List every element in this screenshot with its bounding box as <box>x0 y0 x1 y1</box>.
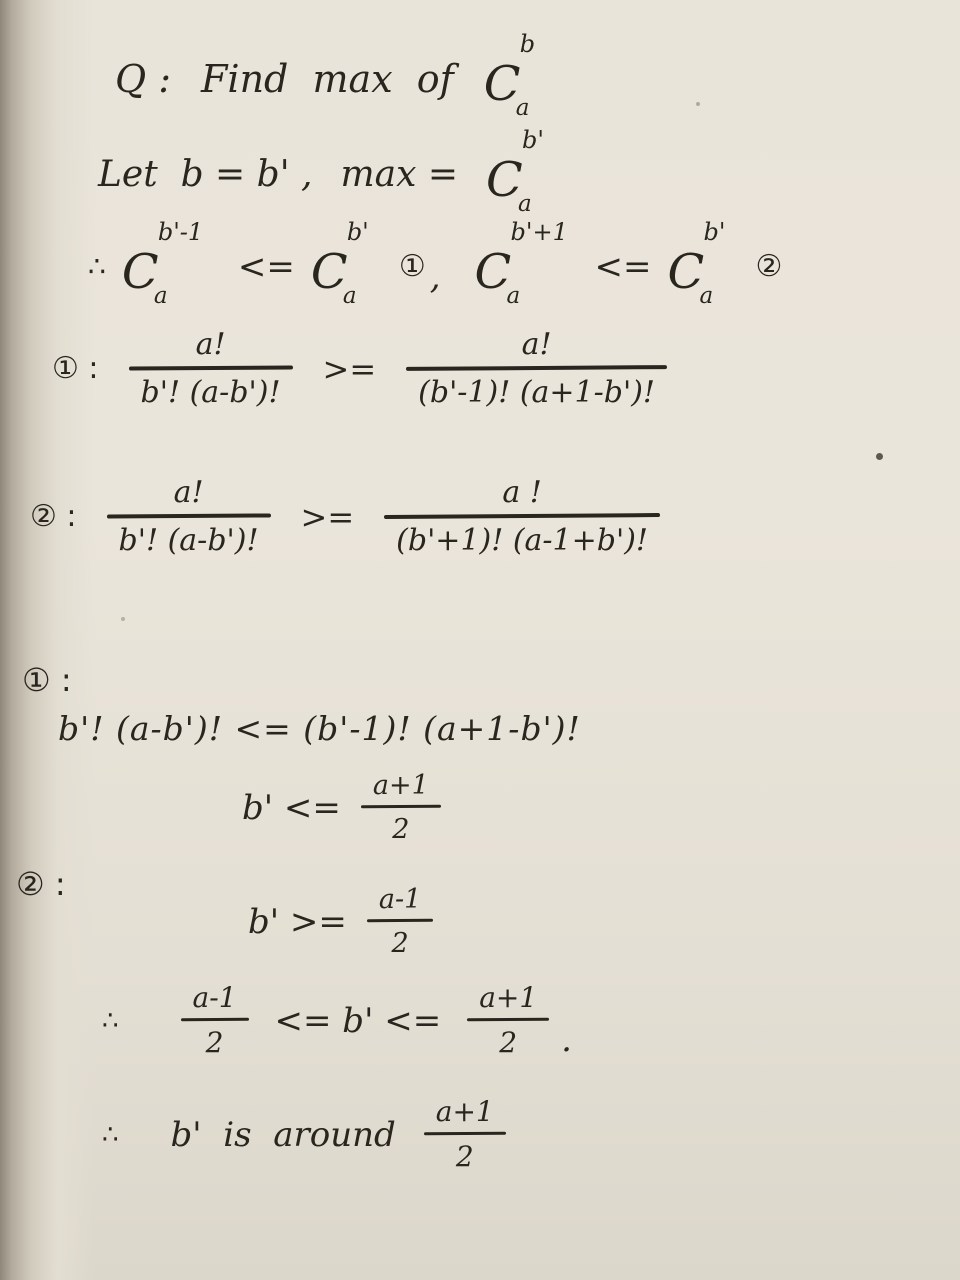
ink-speck <box>121 617 125 621</box>
comb-base: C <box>310 244 348 300</box>
solve1-expanded-line <box>58 709 581 748</box>
solve1-expanded: b'! (a-b')! <= (b'-1)! (a+1-b')! <box>58 709 581 748</box>
question-line <box>115 30 568 121</box>
conclusion-range-line <box>102 981 572 1060</box>
binomial-c3 <box>474 218 579 309</box>
comb-superscript: b' <box>522 126 544 154</box>
comb-superscript: b <box>519 30 536 58</box>
conclusion-final-line <box>102 1095 506 1173</box>
comb-subscript: a <box>518 191 532 217</box>
binomial-cab-prime <box>486 126 570 217</box>
comb-subscript: a <box>699 283 714 309</box>
comb-base: C <box>474 244 512 300</box>
comb-subscript: a <box>506 283 521 309</box>
therefore-line <box>88 218 783 309</box>
comb-subscript: a <box>342 283 357 309</box>
comb-base: C <box>486 152 523 208</box>
fraction-bar <box>361 805 441 809</box>
comb-base: C <box>667 244 705 300</box>
solve2-result-line <box>248 886 433 957</box>
denominator: (b'-1)! (a+1-b')! <box>418 375 655 410</box>
solve1-result-line <box>242 772 441 843</box>
numerator: a+1 <box>372 770 429 801</box>
solve2-label-line <box>16 865 66 903</box>
inequality-1-line <box>52 327 667 410</box>
ineq2-left-fraction <box>107 475 271 558</box>
conclusion-middle: <= b' <= <box>274 1000 442 1041</box>
numerator: a-1 <box>192 981 237 1014</box>
denominator: 2 <box>205 1026 224 1059</box>
numerator: a! <box>173 475 204 510</box>
upper-bound-fraction <box>467 981 549 1059</box>
relation-2: <= <box>594 247 652 287</box>
comb-base: C <box>483 56 521 112</box>
comb-base: C <box>121 244 159 300</box>
comb-superscript: b'-1 <box>157 218 204 246</box>
denominator: b'! (a-b')! <box>140 375 281 410</box>
numerator: a! <box>195 327 226 362</box>
numerator: a+1 <box>479 981 538 1014</box>
solve2-label: ② : <box>16 865 66 903</box>
fraction-bar <box>467 1018 549 1022</box>
comb-superscript: b' <box>703 218 726 246</box>
conclusion-fraction <box>424 1095 506 1173</box>
fraction-bar <box>367 919 433 922</box>
ineq1-right-fraction <box>406 327 667 410</box>
numerator: a! <box>521 327 552 362</box>
ineq1-left-fraction <box>129 327 293 410</box>
period: . <box>561 1020 572 1060</box>
ineq1-label: ① : <box>52 351 99 386</box>
comb-superscript: b' <box>346 218 369 246</box>
binomial-c2 <box>310 218 383 309</box>
therefore-symbol: ∴ <box>102 1005 119 1036</box>
denominator: 2 <box>391 928 409 959</box>
numerator: a+1 <box>435 1095 494 1128</box>
ineq2-label: ② : <box>30 499 77 534</box>
denominator: 2 <box>392 814 410 845</box>
solve1-fraction <box>361 772 441 843</box>
solve1-label: ① : <box>22 661 72 699</box>
fraction-bar <box>424 1132 506 1136</box>
numerator: a-1 <box>378 884 422 915</box>
comb-subscript: a <box>153 283 168 309</box>
solve2-fraction <box>367 886 433 957</box>
comma: , <box>429 257 441 297</box>
solve2-lhs: b' >= <box>248 901 347 942</box>
denominator: 2 <box>499 1026 518 1059</box>
denominator: b'! (a-b')! <box>118 523 259 558</box>
solve1-lhs: b' <= <box>242 787 341 828</box>
binomial-c4 <box>667 218 740 309</box>
tag-circled-1: ① <box>398 249 426 284</box>
therefore-symbol: ∴ <box>88 250 106 283</box>
solve1-label-line <box>22 661 72 699</box>
ink-speck <box>876 453 883 460</box>
lower-bound-fraction <box>181 981 249 1059</box>
binomial-cab <box>483 30 568 121</box>
let-line <box>98 126 570 217</box>
conclusion-text: b' is around <box>170 1114 396 1155</box>
binomial-c1 <box>121 218 222 309</box>
relation-1: <= <box>237 247 295 287</box>
therefore-symbol: ∴ <box>102 1119 119 1150</box>
comb-superscript: b'+1 <box>510 218 568 246</box>
tag-circled-2: ② <box>755 249 783 284</box>
denominator: 2 <box>455 1140 474 1173</box>
question-label: Q : <box>115 57 172 101</box>
fraction-bar <box>181 1018 249 1021</box>
ineq1-relation: >= <box>322 350 377 388</box>
denominator: (b'+1)! (a-1+b')! <box>396 523 648 558</box>
max-equals: max = <box>340 154 459 195</box>
numerator: a ! <box>502 475 542 510</box>
inequality-2-line <box>30 475 660 558</box>
ineq2-relation: >= <box>300 498 355 536</box>
comb-subscript: a <box>515 95 530 121</box>
ineq2-right-fraction <box>384 475 660 558</box>
question-text: Find max of <box>201 57 454 101</box>
let-text: Let b = b' , <box>98 154 313 195</box>
ink-speck <box>696 102 700 106</box>
